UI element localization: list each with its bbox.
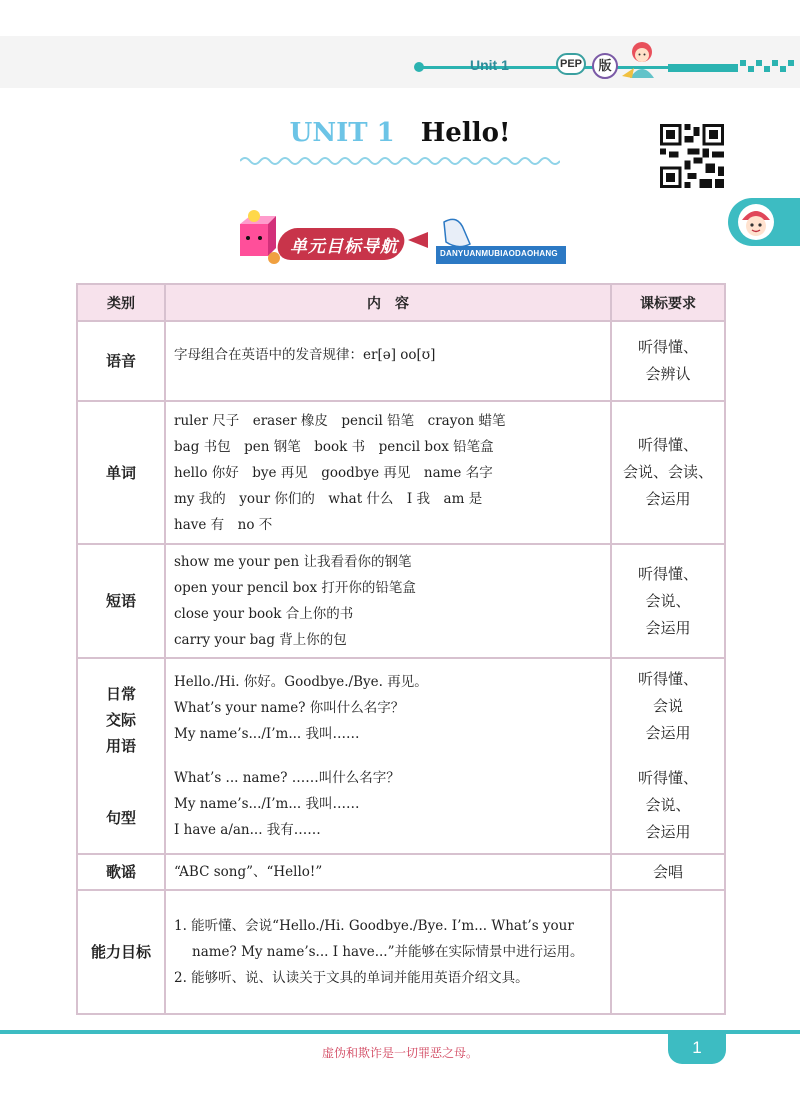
content-line: open your pencil box 打开你的铅笔盒	[174, 580, 416, 596]
requirement-line: 会辨认	[645, 365, 691, 383]
content-line: What’s your name? 你叫什么名字？	[174, 700, 405, 716]
category-cell: 短语	[77, 544, 165, 658]
content-cell	[165, 544, 611, 658]
table-row-words	[77, 401, 725, 544]
requirement-line: 听得懂、	[637, 564, 698, 583]
category-line: 交际	[105, 711, 136, 729]
table-header-row	[77, 284, 725, 321]
requirement-line: 会运用	[645, 490, 691, 508]
content-cell	[165, 401, 611, 544]
requirement-line: 会说	[652, 697, 683, 715]
content-line: ruler 尺子 eraser 橡皮 pencil 铅笔 crayon 蜡笔	[174, 412, 506, 429]
banner-pinyin: DANYUANMUBIAODAOHANG	[440, 249, 558, 258]
content-line: 字母组合在英语中的发音规律：er[ə] oo[ʊ]	[174, 347, 436, 363]
requirement-line: 会运用	[645, 823, 691, 841]
requirement-line: 会运用	[645, 618, 691, 637]
mascot-girl-icon	[620, 38, 664, 82]
category-line: 日常	[105, 685, 136, 703]
content-line: bag 书包 pen 钢笔 book 书 pencil box 铅笔盒	[174, 438, 494, 455]
requirement-cell	[611, 658, 725, 854]
requirement-cell	[611, 401, 725, 544]
content-line: Hello./Hi. 你好。Goodbye./Bye. 再见。	[174, 674, 428, 690]
content-line: hello 你好 bye 再见 goodbye 再见 name 名字	[174, 464, 493, 481]
requirement-line: 听得懂、	[637, 769, 698, 787]
category-cell: 歌谣	[77, 854, 165, 890]
header-requirement: 课标要求	[611, 284, 725, 321]
table-row-songs	[77, 854, 725, 890]
page-number: 1	[668, 1034, 726, 1064]
category-cell	[77, 658, 165, 854]
content-line: “ABC song”、“Hello!”	[174, 864, 323, 880]
content-cell	[165, 854, 611, 890]
content-line: my 我的 your 你们的 what 什么 I 我 am 是	[174, 490, 483, 507]
requirement-cell	[611, 321, 725, 401]
content-line: carry your bag 背上你的包	[174, 632, 347, 648]
requirement-line: 会唱	[652, 862, 683, 881]
content-line: show me your pen 让我看看你的钢笔	[174, 554, 412, 570]
footer-motto: 虚伪和欺诈是一切罪恶之母。	[321, 1046, 478, 1060]
table-row-ability	[77, 890, 725, 1014]
content-line: have 有 no 不	[174, 516, 273, 533]
requirement-line: 听得懂、	[637, 338, 698, 356]
requirement-line: 会说、会读、	[622, 463, 713, 481]
mascot-face-icon	[736, 202, 776, 242]
pep-badge: PEP	[556, 53, 586, 75]
content-line: My name’s.../I’m... 我叫……	[174, 726, 360, 742]
category-line: 用语	[105, 737, 136, 755]
requirement-cell	[611, 890, 725, 1014]
category-line: 句型	[105, 809, 136, 827]
requirement-cell	[611, 854, 725, 890]
content-line: I have a/an... 我有……	[174, 822, 321, 838]
content-cell	[165, 658, 611, 854]
banner-title: 单元目标导航	[290, 237, 398, 257]
requirement-line: 会运用	[645, 724, 691, 742]
content-line: My name’s.../I’m... 我叫……	[174, 796, 360, 812]
header-category: 类别	[77, 284, 165, 321]
content-cell	[165, 890, 611, 1014]
qr-code-icon[interactable]	[660, 124, 724, 188]
unit-goals-table	[76, 283, 726, 1015]
title-unit: UNIT 1	[289, 118, 395, 148]
checker-pattern	[668, 58, 800, 76]
content-line: What’s ... name? ……叫什么名字？	[174, 770, 400, 786]
edition-badge: 版	[592, 53, 618, 79]
unit-label: Unit 1	[470, 57, 509, 73]
requirement-line: 会说、	[645, 591, 691, 610]
title-text: Hello!	[420, 118, 511, 148]
content-cell	[165, 321, 611, 401]
table-row-daily-sentences	[77, 658, 725, 854]
content-line: close your book 合上你的书	[174, 606, 354, 622]
requirement-line: 会说、	[645, 796, 691, 814]
content-line: 1. 能听懂、会说“Hello./Hi. Goodbye./Bye. I’m... What’s your name? My name’s... I have...”并能够在实际情景中进行运用。	[174, 918, 584, 960]
requirement-cell	[611, 544, 725, 658]
header-content: 内 容	[165, 284, 611, 321]
table-row-phonetics	[77, 321, 725, 401]
wave-divider	[240, 155, 560, 167]
table-row-phrases	[77, 544, 725, 658]
category-cell: 单词	[77, 401, 165, 544]
category-cell: 语音	[77, 321, 165, 401]
content-line: 2. 能够听、说、认读关于文具的单词并能用英语介绍文具。	[174, 970, 529, 986]
requirement-line: 听得懂、	[637, 670, 698, 688]
category-cell: 能力目标	[77, 890, 165, 1014]
requirement-line: 听得懂、	[637, 436, 698, 454]
